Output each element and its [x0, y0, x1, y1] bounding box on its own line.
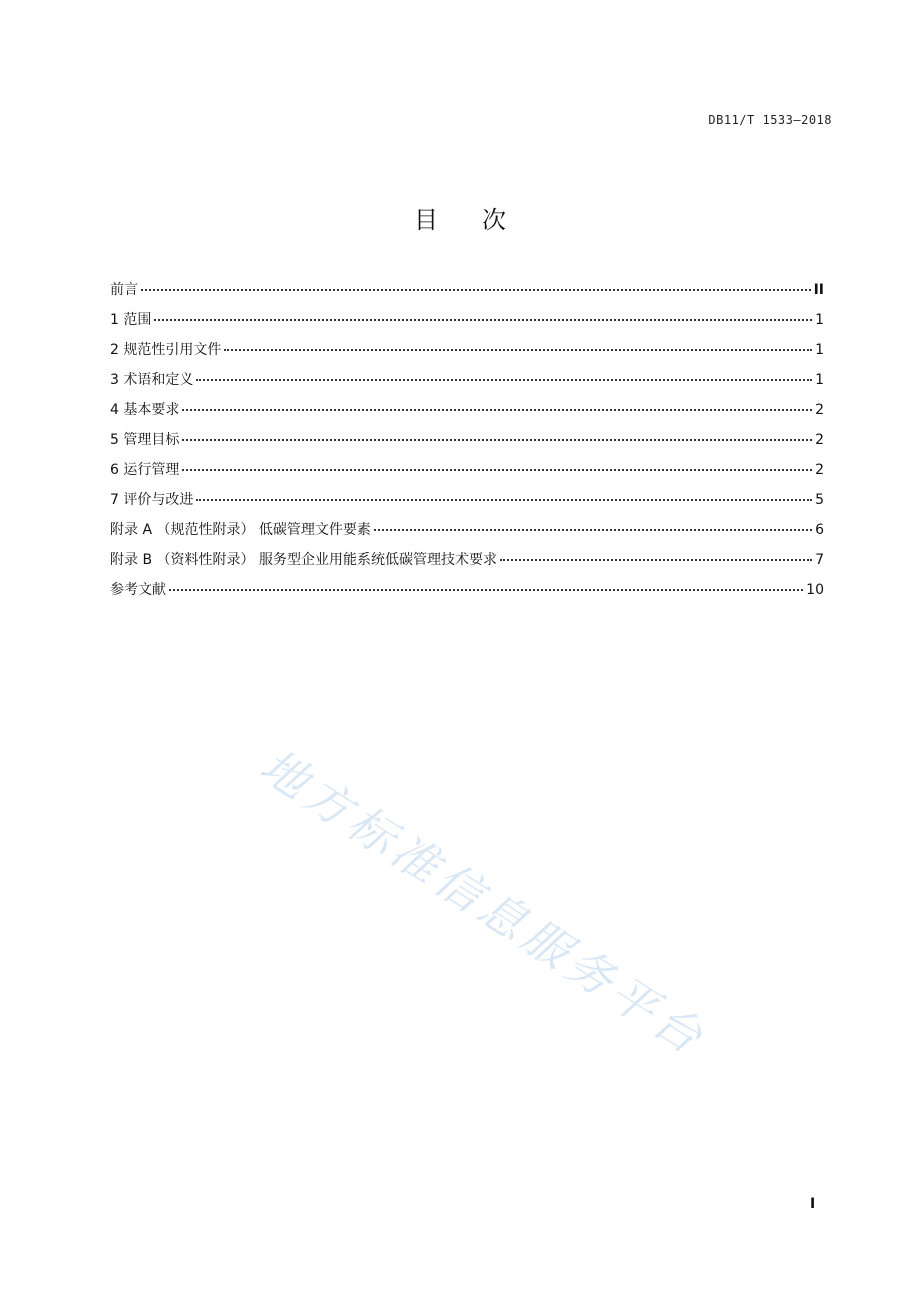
toc-entry-page: 6	[815, 522, 824, 538]
toc-entry-label: 前言	[110, 282, 138, 298]
table-of-contents	[110, 278, 824, 608]
toc-entry-page: 7	[815, 552, 824, 568]
toc-entry-label: 7 评价与改进	[110, 492, 194, 508]
toc-dot-leader	[154, 319, 812, 321]
toc-dot-leader	[374, 529, 812, 531]
toc-entry-bibliography[interactable]	[110, 578, 824, 608]
toc-entry-appendix-b[interactable]	[110, 548, 824, 578]
toc-entry-label: 4 基本要求	[110, 402, 180, 418]
toc-entry-evaluation-improvement[interactable]	[110, 488, 824, 518]
toc-entry-page: 1	[815, 312, 824, 328]
toc-entry-appendix-a[interactable]	[110, 518, 824, 548]
toc-entry-label: 附录 A （规范性附录） 低碳管理文件要素	[110, 522, 371, 538]
toc-entry-label: 附录 B （资料性附录） 服务型企业用能系统低碳管理技术要求	[110, 552, 497, 568]
toc-entry-basic-requirements[interactable]	[110, 398, 824, 428]
toc-entry-page: 2	[815, 462, 824, 478]
toc-entry-label: 1 范围	[110, 312, 152, 328]
toc-entry-foreword[interactable]	[110, 278, 824, 308]
toc-entry-page: 5	[815, 492, 824, 508]
footer-page-number: I	[810, 1196, 816, 1212]
toc-entry-operation-management[interactable]	[110, 458, 824, 488]
document-code: DB11/T 1533—2018	[708, 113, 832, 127]
toc-dot-leader	[182, 409, 812, 411]
toc-entry-normative-references[interactable]	[110, 338, 824, 368]
toc-dot-leader	[169, 589, 803, 591]
toc-entry-label: 5 管理目标	[110, 432, 180, 448]
toc-entry-terms-definitions[interactable]	[110, 368, 824, 398]
toc-entry-scope[interactable]	[110, 308, 824, 338]
toc-entry-management-objectives[interactable]	[110, 428, 824, 458]
toc-entry-page: 2	[815, 402, 824, 418]
watermark: 地方标准信息服务平台	[250, 738, 717, 1067]
toc-dot-leader	[182, 439, 812, 441]
toc-dot-leader	[224, 349, 812, 351]
toc-entry-page: 1	[815, 372, 824, 388]
page-title: 目次	[414, 206, 550, 234]
toc-entry-page: 2	[815, 432, 824, 448]
toc-entry-page: II	[813, 282, 824, 298]
toc-entry-label: 3 术语和定义	[110, 372, 194, 388]
toc-dot-leader	[196, 379, 812, 381]
toc-dot-leader	[182, 469, 812, 471]
toc-entry-page: 1	[815, 342, 824, 358]
toc-dot-leader	[141, 289, 811, 291]
toc-entry-label: 参考文献	[110, 582, 166, 598]
toc-entry-label: 6 运行管理	[110, 462, 180, 478]
toc-entry-page: 10	[806, 582, 824, 598]
toc-dot-leader	[500, 559, 812, 561]
toc-entry-label: 2 规范性引用文件	[110, 342, 222, 358]
toc-dot-leader	[196, 499, 812, 501]
